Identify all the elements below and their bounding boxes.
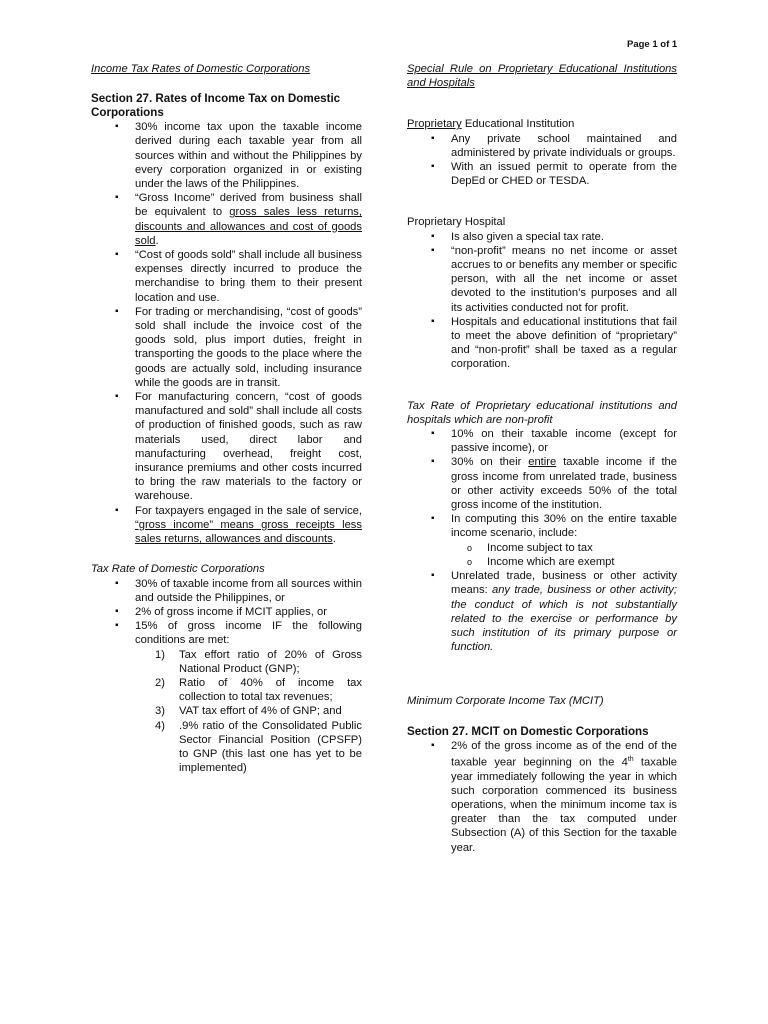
pei-bullets	[407, 132, 677, 189]
list-item: ▪ For taxpayers engaged in the sale of service, “gross income” means gross receipts less sales returns, allowances and discounts.	[135, 504, 362, 547]
section-27-title: Section 27. Rates of Income Tax on Domestic Corporations	[91, 92, 341, 120]
right-column	[407, 62, 677, 855]
mcit-section-title: Section 27. MCIT on Domestic Corporations	[407, 724, 649, 738]
list-item: ▪ 2% of the gross income as of the end of the taxable year beginning on the 4th taxable year immediately following the year in which such corporation commenced its business operations, when the minimum income tax is greater than the tax computed under Subsection (A) of this Section for the taxable year.	[451, 739, 677, 855]
list-item: ▪ 10% on their taxable income (except for passive income), or	[451, 427, 677, 455]
list-item: ▪ With an issued permit to operate from the DepEd or CHED or TESDA.	[451, 160, 677, 188]
income-tax-rates-heading: Income Tax Rates of Domestic Corporations	[91, 63, 311, 75]
list-item: ▪ Any private school maintained and administered by private individuals or groups.	[451, 132, 677, 160]
list-item: ▪ 30% of taxable income from all sources within and outside the Philippines, or	[135, 577, 362, 605]
mcit-heading: Minimum Corporate Income Tax (MCIT)	[407, 695, 604, 708]
mcit-bullets	[407, 739, 677, 855]
list-item: ▪ “non-profit” means no net income or asset accrues to or benefits any member or specific person, with all the net income or asset devoted to the institution’s purposes and all its activities conducted not for profit.	[451, 244, 677, 315]
list-item: ▪ 2% of gross income if MCIT applies, or	[135, 605, 362, 619]
nonprofit-heading: Tax Rate of Proprietary educational institutions and hospitals which are non-profit	[407, 399, 677, 426]
page-number: Page 1 of 1	[627, 39, 678, 50]
list-item: ▪ In computing this 30% on the entire taxable income scenario, include: o Income subject to tax o Income which are exempt	[451, 512, 677, 569]
list-item: ▪ 30% on their entire taxable income if the gross income from unrelated trade, business or other activity exceeds 50% of the total gross income of the institution.	[451, 455, 677, 512]
list-item: o Income which are exempt	[487, 555, 677, 569]
list-item: 3) VAT tax effort of 4% of GNP; and	[155, 705, 342, 718]
list-item: 4) .9% ratio of the Consolidated Public Sector Financial Position (CPSFP) to GNP (this last one has yet to be implemented)	[155, 719, 362, 775]
list-item: ▪ 15% of gross income IF the following conditions are met:	[135, 619, 362, 647]
list-item: 1) Tax effort ratio of 20% of Gross National Product (GNP);	[155, 648, 362, 675]
pei-title: Proprietary Educational Institution	[407, 118, 575, 131]
list-item: ▪ For manufacturing concern, “cost of goods manufactured and sold” shall include all costs of production of finished goods, such as raw materials used, direct labor and manufacturing overhead, freight cost, insurance premiums and other costs incurred to bring the raw materials to the factory or warehouse.	[135, 390, 362, 504]
include-sublist	[451, 541, 677, 569]
tax-rate-bullets	[91, 577, 362, 648]
list-item: ▪ Hospitals and educational institutions that fail to meet the above definition of “proprietary” and “non-profit” shall be taxed as a regular corporation.	[451, 315, 677, 372]
conditions-list	[91, 648, 362, 776]
hospital-bullets	[407, 230, 677, 372]
list-item: ▪ For trading or merchandising, “cost of goods” sold shall include the invoice cost of the goods sold, plus import duties, freight in transporting the goods to the place where the goods are actually sold, including insurance while the goods are in transit.	[135, 305, 362, 390]
list-item: ▪ Is also given a special tax rate.	[451, 230, 677, 244]
section-27-bullets	[91, 120, 362, 546]
list-item: o Income subject to tax	[487, 541, 677, 555]
left-column	[91, 62, 362, 775]
list-item: 2) Ratio of 40% of income tax collection to total tax revenues;	[155, 676, 362, 704]
nonprofit-bullets	[407, 427, 677, 654]
list-item: ▪ Unrelated trade, business or other activity means: any trade, business or other activity; the conduct of which is not substantially related to the exercise or performance by such institution of its primary purpose or function.	[451, 569, 677, 654]
list-item: ▪ “Cost of goods sold” shall include all business expenses directly incurred to produce the merchandise to bring them to their present location and use.	[135, 248, 362, 305]
hospital-title: Proprietary Hospital	[407, 216, 506, 229]
special-rule-heading: Special Rule on Proprietary Educational Institutions and Hospitals	[407, 63, 677, 90]
tax-rate-heading: Tax Rate of Domestic Corporations	[91, 563, 265, 576]
list-item: ▪ “Gross Income” derived from business shall be equivalent to gross sales less returns, discounts and allowances and cost of goods sold.	[135, 191, 362, 248]
list-item: ▪ 30% income tax upon the taxable income derived during each taxable year from all sources within and without the Philippines by every corporation organized in or existing under the laws of the Philippines.	[135, 120, 362, 191]
